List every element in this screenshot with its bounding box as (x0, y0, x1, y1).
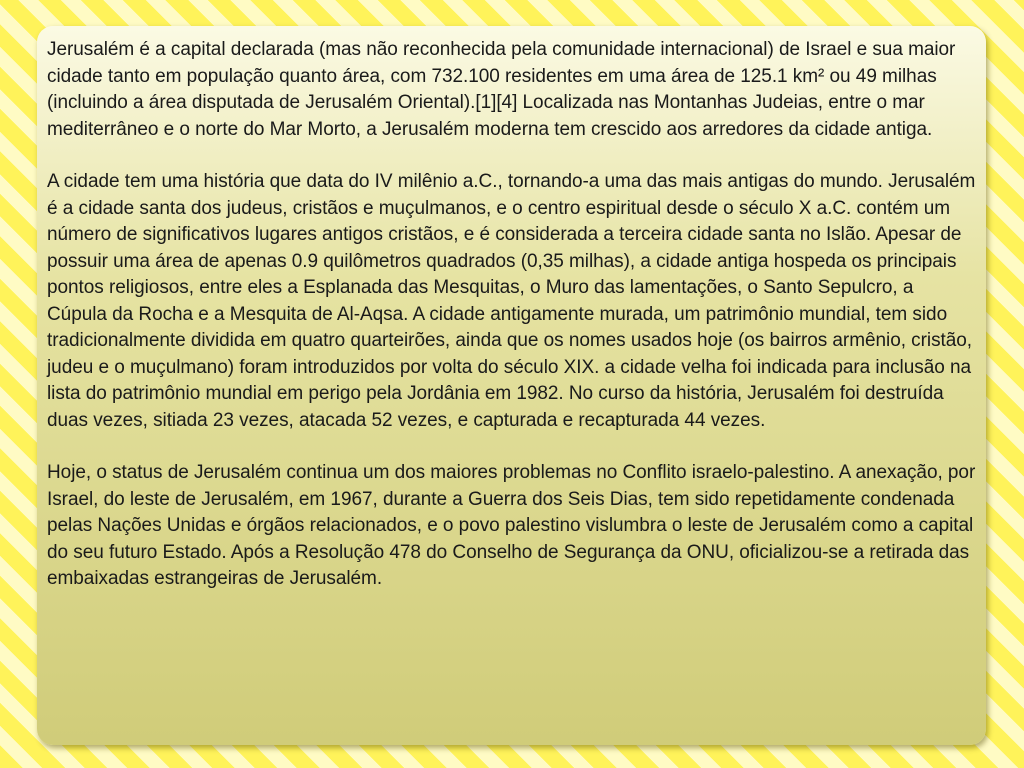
paragraph-history: A cidade tem uma história que data do IV milênio a.C., tornando-a uma das mais antigas do mundo. Jerusalém é a cidade santa dos judeus, cristãos e muçulmanos, e o centro espiritual desde o século X a.C. contém um número de significativos lugares antigos cristãos, e é considerada a terceira cidade santa no Islão. Apesar de possuir uma área de apenas 0.9 quilômetros quadrados (0,35 milhas), a cidade antiga hospeda os principais pontos religiosos, entre eles a Esplanada das Mesquitas, o Muro das lamentações, o Santo Sepulcro, a Cúpula da Rocha e a Mesquita de Al-Aqsa. A cidade antigamente murada, um patrimônio mundial, tem sido tradicionalmente dividida em quatro quarteirões, ainda que os nomes usados hoje (os bairros armênio, cristão, judeu e o muçulmano) foram introduzidos por volta do século XIX. a cidade velha foi indicada para inclusão na lista do patrimônio mundial em perigo pela Jordânia em 1982. No curso da história, Jerusalém foi destruída duas vezes, sitiada 23 vezes, atacada 52 vezes, e capturada e recapturada 44 vezes. (47, 171, 976, 431)
content-card (37, 26, 986, 745)
paragraph-status: Hoje, o status de Jerusalém continua um dos maiores problemas no Conflito israelo-palestino. A anexação, por Israel, do leste de Jerusalém, em 1967, durante a Guerra dos Seis Dias, tem sido repetidamente condenada pelas Nações Unidas e órgãos relacionados, e o povo palestino vislumbra o leste de Jerusalém como a capital do seu futuro Estado. Após a Resolução 478 do Conselho de Segurança da ONU, oficializou-se a retirada das embaixadas estrangeiras de Jerusalém. (47, 462, 976, 589)
paragraph-intro: Jerusalém é a capital declarada (mas não reconhecida pela comunidade internacional) de Israel e sua maior cidade tanto em população quanto área, com 732.100 residentes em uma área de 125.1 km² ou 49 milhas (incluindo a área disputada de Jerusalém Oriental).[1][4] Localizada nas Montanhas Judeias, entre o mar mediterrâneo e o norte do Mar Morto, a Jerusalém moderna tem crescido aos arredores da cidade antiga. (47, 39, 956, 140)
